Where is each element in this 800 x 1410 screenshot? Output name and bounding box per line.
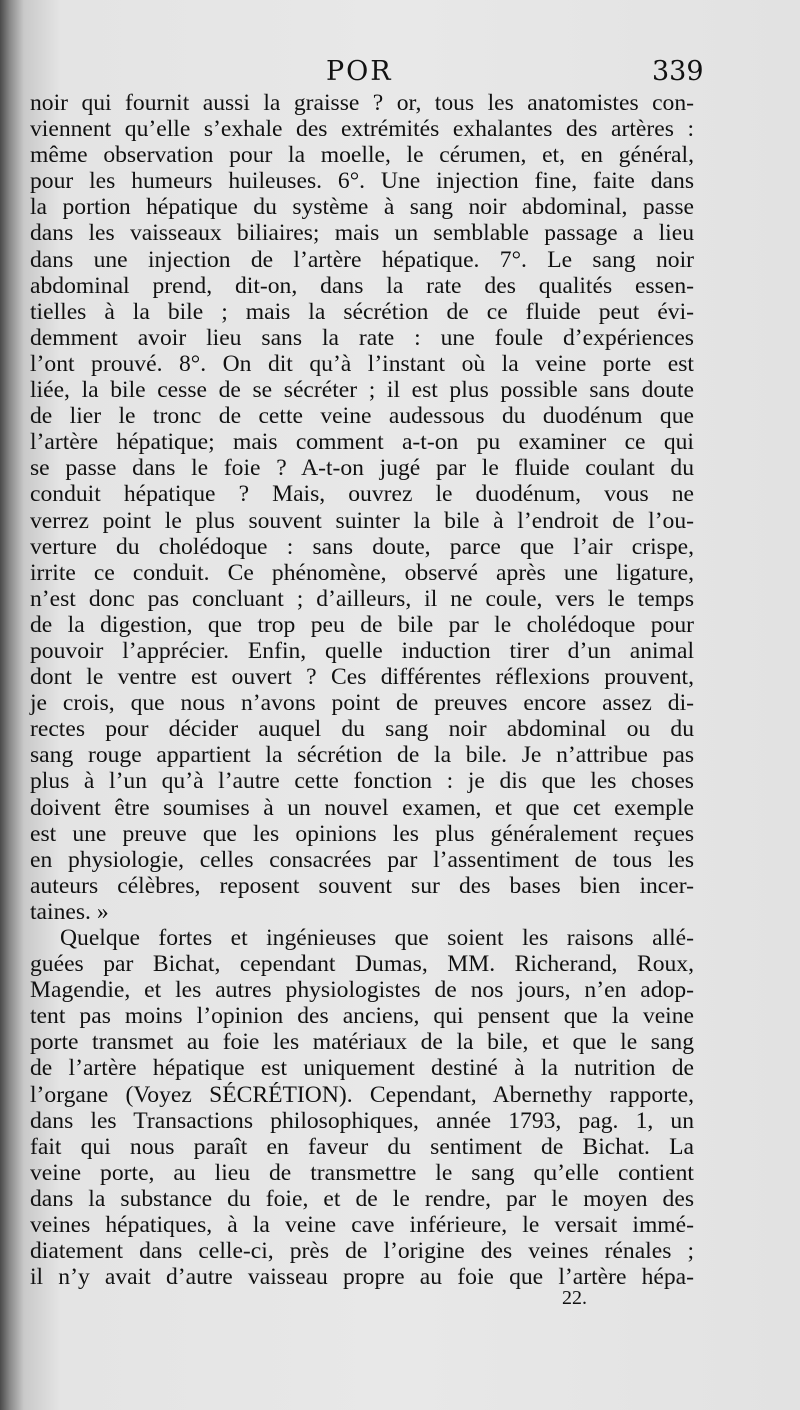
text-line: l’ont prouvé. 8°. On dit qu’à l’instant où la veine porte est [30,350,694,377]
text-line: il n’y avait d’autre vaisseau propre au foie que l’artère hépa- [30,1264,694,1291]
text-line: l’artère hépatique; mais comment a-t-on pu examiner ce qui [30,429,694,456]
text-line: de l’artère hépatique est uniquement destiné à la nutrition de [30,1055,694,1082]
text-line: dans les vaisseaux biliaires; mais un semblable passage a lieu [30,220,694,247]
text-line: l’organe (Voyez SÉCRÉTION). Cependant, Abernethy rapporte, [30,1081,694,1108]
text-line: veines hépatiques, à la veine cave inférieure, le versait immé- [30,1212,694,1239]
text-line: Magendie, et les autres physiologistes de nos jours, n’en adop- [30,977,694,1004]
text-line: dans la substance du foie, et de le rendre, par le moyen des [30,1185,694,1212]
text-line: abdominal prend, dit-on, dans la rate des qualités essen- [30,272,694,299]
text-line: porte transmet au foie les matériaux de la bile, et que le sang [30,1029,694,1056]
text-line: irrite ce conduit. Ce phénomène, observé après une ligature, [30,559,694,586]
text-line: liée, la bile cesse de se sécréter ; il est plus possible sans doute [30,377,694,404]
text-line: verture du cholédoque : sans doute, parce que l’air crispe, [30,533,694,560]
text-line: taines. » [30,898,109,925]
text-line: dont le ventre est ouvert ? Ces différentes réflexions prouvent, [30,664,694,691]
text-line: guées par Bichat, cependant Dumas, MM. Richerand, Roux, [30,951,694,978]
text-line: rectes pour décider auquel du sang noir abdominal ou du [30,716,694,743]
text-line: tielles à la bile ; mais la sécrétion de ce fluide peut évi- [30,298,694,325]
page-number: 339 [652,56,704,87]
running-header [0,56,800,92]
paragraph-1 [30,90,694,925]
text-line: est une preuve que les opinions les plus généralement reçues [30,820,694,847]
text-line: pour les humeurs huileuses. 6°. Une injection fine, faite dans [30,168,694,195]
text-line: fait qui nous paraît en faveur du sentiment de Bichat. La [30,1133,694,1160]
text-line: dans les Transactions philosophiques, année 1793, pag. 1, un [30,1107,694,1134]
text-line: en physiologie, celles consacrées par l’assentiment de tous les [30,846,694,873]
text-line: sang rouge appartient la sécrétion de la bile. Je n’attribue pas [30,742,694,769]
text-line: la portion hépatique du système à sang noir abdominal, passe [30,194,694,221]
paragraph-2 [30,925,694,1290]
text-line: tent pas moins l’opinion des anciens, qui pensent que la veine [30,1003,694,1030]
running-head-title: POR [326,56,393,87]
signature-mark: 22. [562,1287,587,1309]
text-line: Quelque fortes et ingénieuses que soient les raisons allé- [60,925,694,951]
text-line: de lier le tronc de cette veine audessous du duodénum que [30,403,694,430]
text-line: conduit hépatique ? Mais, ouvrez le duodénum, vous ne [30,481,694,508]
text-line: même observation pour la moelle, le cérumen, et, en général, [30,142,694,169]
text-line: n’est donc pas concluant ; d’ailleurs, il ne coule, vers le temps [30,585,694,612]
text-line: se passe dans le foie ? A-t-on jugé par le fluide coulant du [30,455,694,482]
text-line: verrez point le plus souvent suinter la bile à l’endroit de l’ou- [30,507,694,534]
text-line: je crois, que nous n’avons point de preuves encore assez di- [30,690,694,717]
text-line: noir qui fournit aussi la graisse ? or, tous les anatomistes con- [30,90,694,116]
text-line: plus à l’un qu’à l’autre cette fonction : je dis que les choses [30,768,694,795]
body-text [30,90,694,1290]
text-line: diatement dans celle-ci, près de l’origine des veines rénales ; [30,1238,694,1265]
text-line: doivent être soumises à un nouvel examen, et que cet exemple [30,794,694,821]
text-line: viennent qu’elle s’exhale des extrémités exhalantes des artères : [30,116,694,143]
text-line: demment avoir lieu sans la rate : une foule d’expériences [30,324,694,351]
text-line: veine porte, au lieu de transmettre le sang qu’elle contient [30,1159,694,1186]
text-line: auteurs célèbres, reposent souvent sur des bases bien incer- [30,872,694,899]
text-line: pouvoir l’apprécier. Enfin, quelle induction tirer d’un animal [30,637,694,664]
text-line: de la digestion, que trop peu de bile par le cholédoque pour [30,611,694,638]
text-line: dans une injection de l’artère hépatique. 7°. Le sang noir [30,246,694,273]
